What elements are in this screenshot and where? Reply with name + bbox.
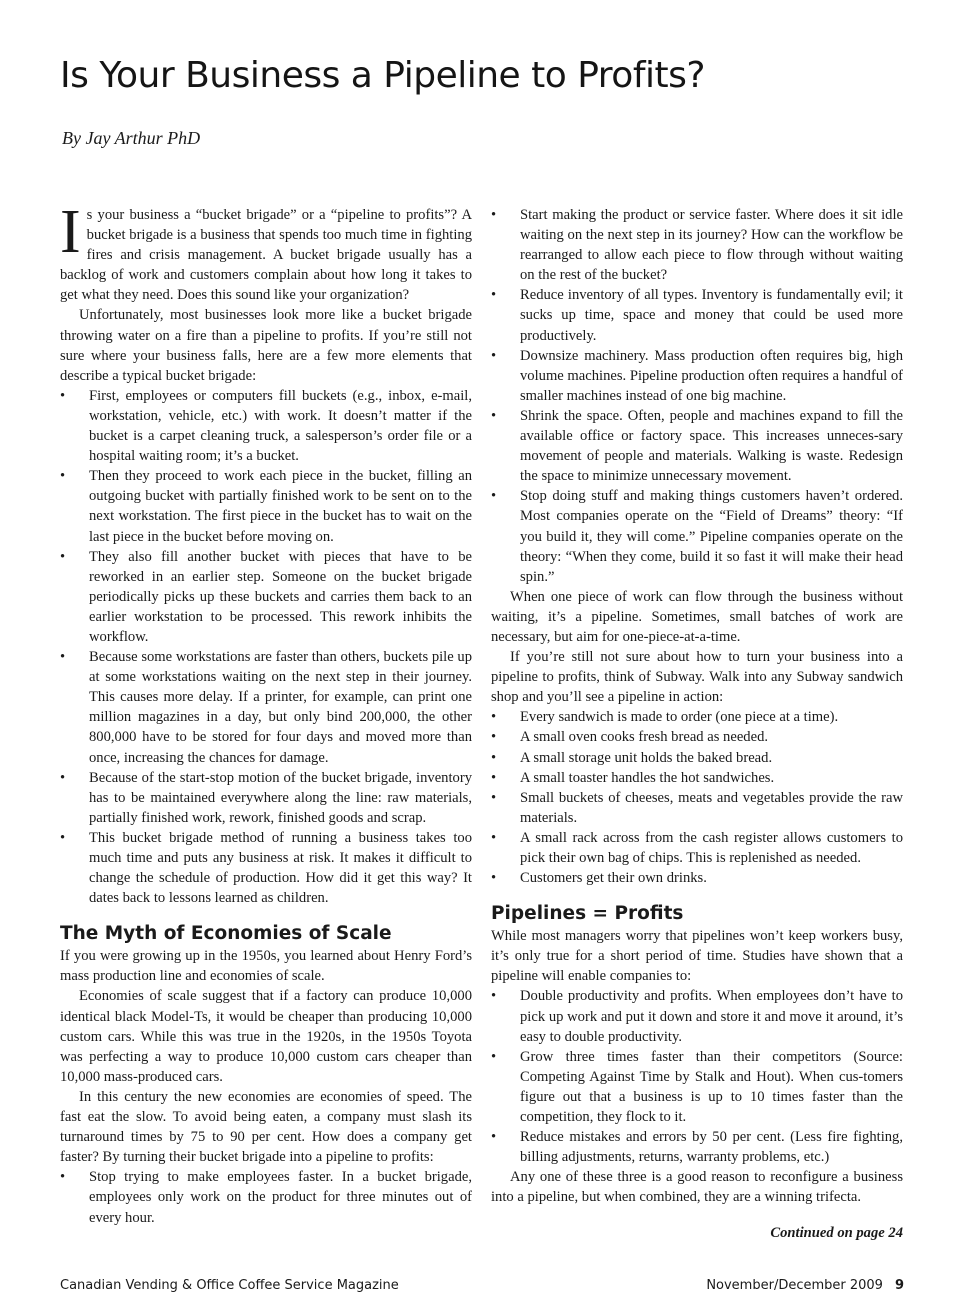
- list-item: • This bucket brigade method of running a business takes too much time and puts any business at risk. It makes it difficult to change the schedule of production. How did it get this way? It dates back to lessons learned as children.: [60, 828, 472, 908]
- list-item: • Reduce inventory of all types. Inventory is fundamentally evil; it sucks up time, space and money that could be used more productively.: [491, 285, 903, 345]
- section-heading-myth: The Myth of Economies of Scale: [60, 923, 392, 945]
- paragraph: When one piece of work can flow through the business without waiting, it’s a pipeline. Sometimes, small batches of work are necessary, but aim for one-piece-at-a-time.: [491, 588, 903, 645]
- list-item: • Start making the product or service faster. Where does it sit idle waiting on the next step in its journey? How can the workflow be rearranged to allow each piece to flow through without waiting on the rest of the bucket?: [491, 205, 903, 285]
- list-item: • Downsize machinery. Mass production often requires big, high volume machines. Pipeline production often requires a handful of smaller machines instead of one big machine.: [491, 346, 903, 406]
- page-number: 9: [894, 1278, 904, 1293]
- pipeline-list-continued: [491, 205, 903, 587]
- paragraph: While most managers worry that pipelines won’t keep workers busy, it’s only true for a short period of time. Studies have shown that a pipeline will enable companies to:: [491, 928, 903, 985]
- continued-note: Continued on page 24: [770, 1224, 903, 1241]
- list-item: • Reduce mistakes and errors by 50 per cent. (Less fire fighting, billing adjustments, returns, warranty problems, etc.): [491, 1127, 903, 1167]
- paragraph: If you’re still not sure about how to turn your business into a pipeline to profits, think of Subway. Walk into any Subway sandwich shop and you’ll see a pipeline in action:: [491, 649, 903, 706]
- right-column: [491, 205, 903, 1243]
- intro-text: s your business a “bucket brigade” or a “pipeline to profits”? A bucket brigade is a business that spends too much time in fighting fires and crisis management. A bucket brigade usually has a backlog of work and customers complain about how long it takes to get what they need. Does this sound like your organization?: [60, 207, 472, 304]
- list-item: • First, employees or computers fill buckets (e.g., inbox, e-mail, workstation, vehicle, etc.) with work. It doesn’t matter if the bucket is a carpet cleaning truck, a salesperson’s order file or a hospital waiting room; it’s a bucket.: [60, 386, 472, 466]
- paragraph: Any one of these three is a good reason to reconfigure a business into a pipeline, but when combined, they are a winning trifecta.: [491, 1169, 903, 1206]
- list-item: • A small toaster handles the hot sandwiches.: [491, 768, 903, 788]
- bucket-brigade-list: [60, 386, 472, 908]
- pipeline-list: [60, 1167, 472, 1227]
- list-item: • Stop doing stuff and making things customers haven’t ordered. Most companies operate on the “Field of Dreams” theory: “If you build it, they will come.” Pipeline companies operate on the theory: “When they come, build it so fast it will make their head spin.”: [491, 486, 903, 586]
- profits-list: [491, 986, 903, 1167]
- list-item: • Customers get their own drinks.: [491, 868, 903, 888]
- list-item: • Every sandwich is made to order (one piece at a time).: [491, 707, 903, 727]
- paragraph: If you were growing up in the 1950s, you learned about Henry Ford’s mass production line and economies of scale.: [60, 948, 472, 985]
- drop-cap: I: [60, 198, 81, 266]
- subway-list: [491, 707, 903, 888]
- byline: By Jay Arthur PhD: [62, 128, 201, 148]
- paragraph: Economies of scale suggest that if a factory can produce 10,000 identical black Model-Ts, it would be cheaper than producing 10,000 custom cars. While this was true in the 1920s, in the 1950s Toyota was perfecting a way to produce 10,000 custom cars cheaper than 10,000 mass-produced cars.: [60, 988, 472, 1085]
- list-item: • Stop trying to make employees faster. In a bucket brigade, employees only work on the product for three minutes out of every hour.: [60, 1167, 472, 1227]
- footer-magazine-name: Canadian Vending & Office Coffee Service Magazine: [60, 1278, 399, 1293]
- page-title: Is Your Business a Pipeline to Profits?: [60, 55, 705, 96]
- list-item: • A small oven cooks fresh bread as needed.: [491, 727, 903, 747]
- list-item: • A small storage unit holds the baked bread.: [491, 748, 903, 768]
- list-item: • Shrink the space. Often, people and machines expand to fill the available office or factory space. This increases unneces-sary movement of people and materials. Walking is waste. Redesign the space to minimize unnecessary movement.: [491, 406, 903, 486]
- list-item: • Then they proceed to work each piece in the bucket, filling an outgoing bucket with partially finished work to be sent on to the next workstation. The first piece in the bucket has to wait on the last piece in the bucket before moving on.: [60, 466, 472, 546]
- intro-paragraph: [60, 198, 472, 305]
- list-item: • Grow three times faster than their competitors (Source: Competing Against Time by Stalk and Hout). When cus-tomers figure out that a business is up to 10 times faster than the competition, they flock to it.: [491, 1047, 903, 1127]
- footer-issue: [706, 1278, 904, 1293]
- paragraph: Unfortunately, most businesses look more like a bucket brigade throwing water on a fire than a pipeline to profits. If you’re still not sure where your business falls, here are a few more elements that describe a typical bucket brigade:: [60, 307, 472, 384]
- left-column: [60, 198, 472, 1228]
- list-item: • Double productivity and profits. When employees don’t have to pick up work and put it down and store it and move it around, it’s easy to double productivity.: [491, 986, 903, 1046]
- list-item: • Because some workstations are faster than others, buckets pile up at some workstations waiting on the next step in their journey. This causes more delay. If a printer, for example, can print one million magazines in a day, but only bind 200,000, the other 800,000 have to be stored for four days and moved more than once, increasing the chances for damage.: [60, 647, 472, 768]
- list-item: • A small rack across from the cash register allows customers to pick their own bag of chips. This is replenished as needed.: [491, 828, 903, 868]
- list-item: • They also fill another bucket with pieces that have to be reworked in an earlier step. Someone on the bucket brigade periodically picks up these buckets and carries them back to an earlier workstation to be processed. This rework inhibits the workflow.: [60, 547, 472, 647]
- section-heading-profits: Pipelines = Profits: [491, 903, 684, 925]
- list-item: • Small buckets of cheeses, meats and vegetables provide the raw materials.: [491, 788, 903, 828]
- list-item: • Because of the start-stop motion of the bucket brigade, inventory has to be maintained everywhere along the line: raw materials, partially finished work, rework, finished goods and scrap.: [60, 768, 472, 828]
- issue-date: November/December 2009: [706, 1278, 883, 1293]
- paragraph: In this century the new economies are economies of speed. The fast eat the slow. To avoid being eaten, a company must slash its turnaround times by 75 to 90 per cent. How does a company get faster? By turning their bucket brigade into a pipeline to profits:: [60, 1088, 472, 1166]
